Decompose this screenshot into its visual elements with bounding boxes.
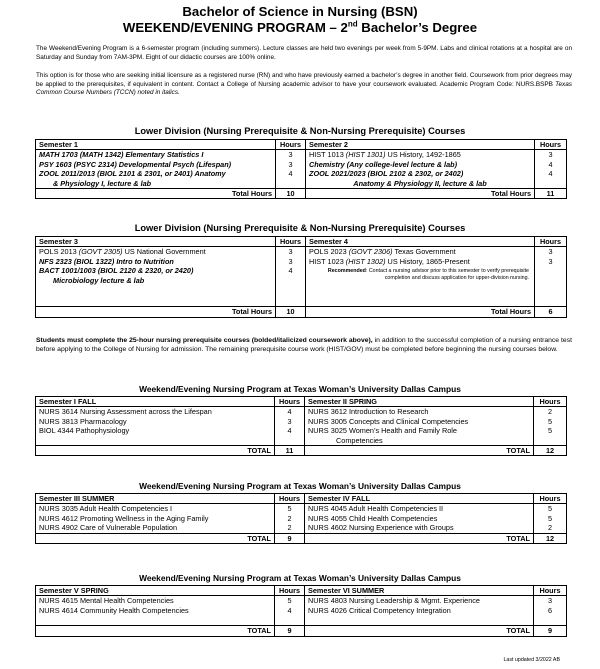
course-item: NURS 4055 Child Health Competencies: [308, 513, 438, 523]
course-item: ZOOL 2011/2013 (BIOL 2101 & 2301, or 2401) Anatomy: [39, 169, 226, 179]
hours-header: Hours: [535, 237, 567, 247]
nursing-table-2: [35, 493, 567, 544]
lower-division-table-2: [35, 236, 567, 318]
course-hours: 5: [547, 513, 553, 523]
course-item: [39, 247, 272, 256]
course-hours: 5: [547, 504, 553, 514]
course-hours: 5: [287, 504, 292, 514]
course-item-cont: Competencies: [336, 435, 383, 445]
recommendation-label: Recommended: [327, 268, 366, 275]
course-hours: 2: [547, 407, 553, 417]
recommendation-text: : Contact a nursing advisor prior to this semester to verify prerequisite completion and discuss application for upper-division nursing.: [365, 268, 529, 282]
hours-header: Hours: [276, 237, 306, 247]
total-hours-value: 10: [276, 307, 306, 317]
course-hours: 2: [547, 523, 553, 533]
intro-p2-text: This option is for those who are seeking initial licensure as a registered nurse (RN) and who have previously earned a bachelor’s degree in another field. Coursework from prior degrees may be applied to the prerequisites, if equivalent in content. Contact a College of Nursing academic advisor to have your coursework evaluated. Academic Program Code: NURS.BSPB: [36, 72, 572, 88]
total-label: TOTAL: [305, 533, 534, 543]
lower-division-table-1: [35, 139, 567, 199]
total-value: 9: [275, 533, 305, 543]
course-hours: 4: [287, 407, 292, 417]
course-hours: 3: [548, 256, 553, 266]
course-code: HIST 1023: [309, 256, 346, 266]
course-hours: 3: [288, 150, 293, 160]
page-title: Bachelor of Science in Nursing (BSN): [182, 4, 418, 19]
semester-2-header: Semester 2: [306, 140, 535, 150]
course-item: NURS 3612 Introduction to Research: [308, 407, 429, 417]
subtitle-sup: nd: [347, 19, 358, 29]
semester-4-header: Semester 4: [306, 237, 535, 247]
intro-paragraph-2: [36, 72, 572, 98]
course-code: POLS 2023: [309, 247, 349, 257]
course-hours: 4: [288, 169, 293, 179]
semester-header: Semester III SUMMER: [36, 494, 275, 504]
total-label: TOTAL: [36, 446, 275, 456]
nursing-table-3: [35, 585, 567, 637]
intro-p2-italic: Texas Common Course Numbers (TCCN) noted in italics.: [36, 80, 572, 97]
page-subtitle: [0, 20, 600, 36]
course-item: NURS 3005 Concepts and Clinical Competencies: [308, 416, 469, 426]
tccn-code: (GOVT 2306): [348, 247, 393, 257]
course-hours: 4: [548, 159, 553, 169]
course-code: HIST 1013: [309, 150, 346, 160]
total-hours-label: Total Hours: [306, 189, 535, 199]
course-item: NURS 3025 Women’s Health and Family Role: [308, 426, 457, 436]
subtitle-text: WEEKEND/EVENING PROGRAM – 2: [122, 20, 348, 35]
course-item: Chemistry (Any college-level lecture & lab): [309, 159, 458, 169]
intro-paragraph-1: The Weekend/Evening Program is a 6-semester program (including summers). Lecture classes are held two evenings per week from 5-9PM. Labs and clinical rotations at a hospital are on Saturday and Sunday from 7AM-3PM. Eight of our didactic courses are 100% online.: [36, 45, 572, 61]
total-label: TOTAL: [36, 533, 275, 543]
semester-header: Semester VI SUMMER: [305, 586, 534, 596]
course-hours: 4: [288, 266, 293, 276]
course-item: NURS 4803 Nursing Leadership & Mgmt. Experience: [308, 596, 480, 606]
course-hours: 2: [287, 523, 292, 533]
course-item-cont: Anatomy & Physiology II, lecture & lab: [353, 178, 487, 188]
course-item: NURS 3035 Adult Health Competencies I: [39, 504, 173, 514]
course-item: NURS 4615 Mental Health Competencies: [39, 596, 174, 606]
campus-title-2: Weekend/Evening Nursing Program at Texas Woman’s University Dallas Campus: [139, 481, 461, 491]
last-updated: Last updated 3/2022 AB: [503, 657, 560, 663]
recommendation-note: [309, 268, 531, 282]
total-hours-value: 10: [276, 189, 306, 199]
total-hours-label: Total Hours: [306, 307, 535, 317]
total-hours-label: Total Hours: [36, 307, 276, 317]
hours-header: Hours: [534, 586, 567, 596]
admission-note: [36, 336, 572, 354]
course-hours: 3: [548, 150, 553, 160]
total-label: TOTAL: [305, 626, 534, 636]
total-value: 9: [275, 626, 305, 636]
course-hours: 4: [287, 426, 292, 436]
campus-title-1: Weekend/Evening Nursing Program at Texas Woman’s University Dallas Campus: [139, 384, 461, 394]
total-hours-value: 6: [535, 307, 567, 317]
course-item: NFS 2323 (BIOL 1322) Intro to Nutrition: [39, 256, 174, 266]
course-hours: 4: [548, 169, 553, 179]
hours-header: Hours: [534, 397, 567, 407]
course-hours: 6: [547, 605, 553, 615]
course-item: [309, 257, 531, 266]
semester-1-header: Semester 1: [36, 140, 276, 150]
course-hours: 5: [287, 596, 292, 606]
total-label: TOTAL: [36, 626, 275, 636]
course-hours: 5: [547, 416, 553, 426]
hours-header: Hours: [275, 397, 305, 407]
hours-header: Hours: [534, 494, 567, 504]
course-hours: 3: [288, 256, 293, 266]
course-hours: 3: [547, 596, 553, 606]
total-value: 12: [534, 446, 567, 456]
course-item: NURS 4612 Promoting Wellness in the Aging Family: [39, 513, 209, 523]
course-item: NURS 4902 Care of Vulnerable Population: [39, 523, 178, 533]
hours-header: Hours: [275, 586, 305, 596]
course-title: US History, 1492-1865: [385, 150, 461, 160]
course-title: US National Government: [122, 247, 206, 257]
semester-header: Semester II SPRING: [305, 397, 534, 407]
semester-header: Semester I FALL: [36, 397, 275, 407]
tccn-code: (HIST 1302): [345, 256, 386, 266]
tccn-code: (HIST 1301): [345, 150, 386, 160]
campus-title-3: Weekend/Evening Nursing Program at Texas Woman’s University Dallas Campus: [139, 573, 461, 583]
total-hours-label: Total Hours: [36, 189, 276, 199]
lower-division-title-2: Lower Division (Nursing Prerequisite & Non-Nursing Prerequisite) Courses: [134, 223, 466, 233]
course-item-cont: & Physiology I, lecture & lab: [53, 178, 152, 188]
semester-header: Semester V SPRING: [36, 586, 275, 596]
total-hours-value: 11: [535, 189, 567, 199]
course-hours: 5: [547, 426, 553, 436]
course-item: NURS 4026 Critical Competency Integration: [308, 605, 451, 615]
course-hours: 2: [287, 513, 292, 523]
course-item-cont: Microbiology lecture & lab: [53, 275, 145, 285]
course-hours: 3: [287, 416, 292, 426]
hours-header: Hours: [276, 140, 306, 150]
subtitle-text-end: Bachelor’s Degree: [357, 20, 478, 35]
nursing-table-1: [35, 396, 567, 456]
tccn-code: (GOVT 2305): [78, 247, 123, 257]
admission-note-text: in addition to the successful completion of a nursing entrance test before applying to the College of Nursing for admission. The remaining prerequisite course work (HIST/GOV) must be completed before beginning the nursing courses below.: [36, 337, 572, 354]
course-item: [309, 150, 531, 159]
total-value: 12: [534, 533, 567, 543]
lower-division-title-1: Lower Division (Nursing Prerequisite & Non-Nursing Prerequisite) Courses: [134, 126, 466, 136]
course-item: NURS 4614 Community Health Competencies: [39, 605, 189, 615]
course-item: BACT 1001/1003 (BIOL 2120 & 2320, or 2420): [39, 266, 194, 276]
course-hours: 3: [288, 247, 293, 257]
course-item: PSY 1603 (PSYC 2314) Developmental Psych (Lifespan): [39, 159, 232, 169]
course-item: BIOL 4344 Pathophysiology: [39, 426, 130, 436]
course-item: [309, 247, 531, 256]
course-hours: 3: [288, 159, 293, 169]
course-item: NURS 3614 Nursing Assessment across the Lifespan: [39, 407, 212, 417]
course-item: NURS 4602 Nursing Experience with Groups: [308, 523, 454, 533]
semester-3-header: Semester 3: [36, 237, 276, 247]
course-code: POLS 2013: [39, 247, 79, 257]
semester-header: Semester IV FALL: [305, 494, 534, 504]
total-value: 9: [534, 626, 567, 636]
course-title: US History, 1865-Present: [385, 256, 470, 266]
total-label: TOTAL: [305, 446, 534, 456]
course-item: ZOOL 2021/2023 (BIOL 2102 & 2302, or 2402): [309, 169, 464, 179]
admission-note-bold: Students must complete the 25-hour nursing prerequisite courses (bolded/italicized coursework above),: [36, 337, 373, 344]
course-hours: 4: [287, 605, 292, 615]
course-item: MATH 1703 (MATH 1342) Elementary Statistics I: [39, 150, 204, 160]
course-hours: 3: [548, 247, 553, 257]
course-title: Texas Government: [392, 247, 456, 257]
total-value: 11: [275, 446, 305, 456]
course-item: NURS 4045 Adult Health Competencies II: [308, 504, 444, 514]
hours-header: Hours: [275, 494, 305, 504]
hours-header: Hours: [535, 140, 567, 150]
course-item: NURS 3813 Pharmacology: [39, 416, 127, 426]
